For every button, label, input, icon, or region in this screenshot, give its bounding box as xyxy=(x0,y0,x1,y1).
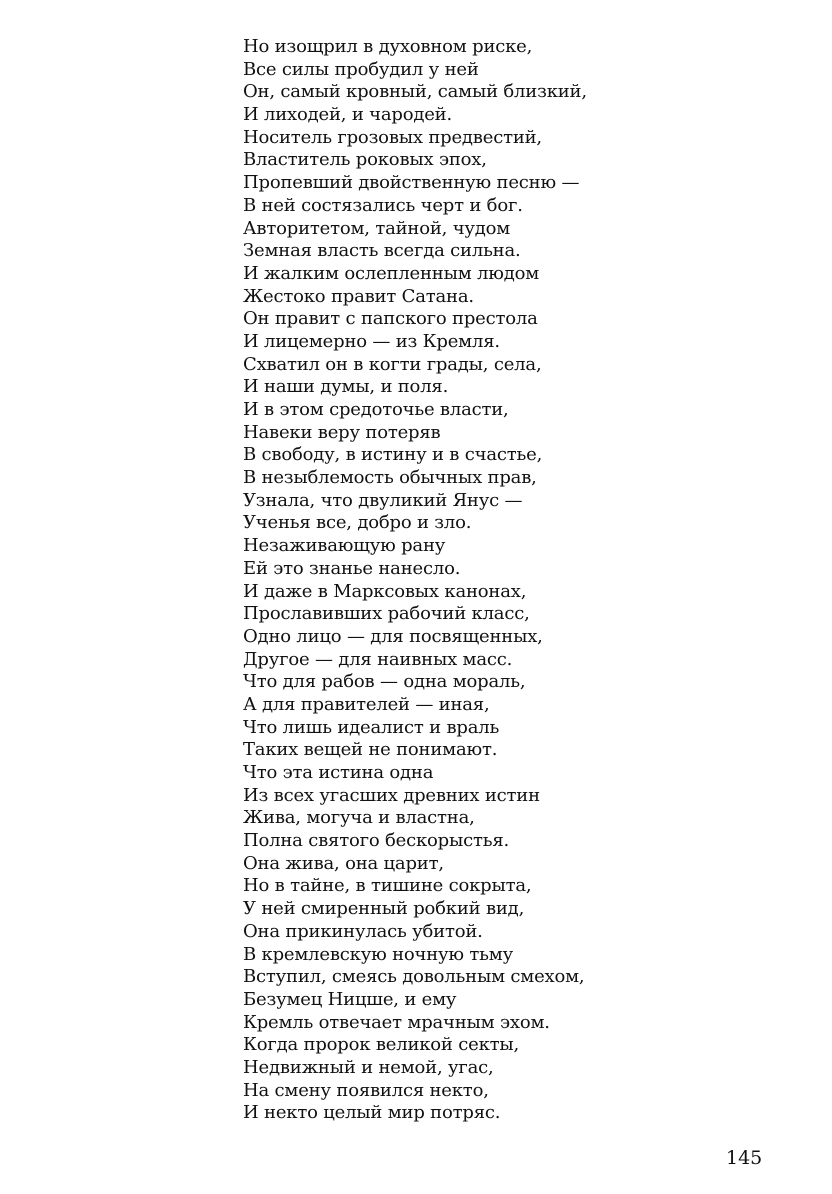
poem-line: Носитель грозовых предвестий, xyxy=(243,126,542,148)
poem-line: У ней смиренный робкий вид, xyxy=(243,898,525,920)
poem-line: В незыблемость обычных прав, xyxy=(243,467,537,489)
poem-line: Полна святого бескорыстья. xyxy=(243,830,509,852)
poem-line: Авторитетом, тайной, чудом xyxy=(243,217,511,239)
poem-line: В кремлевскую ночную тьму xyxy=(243,943,513,965)
poem-line: Он правит с папского престола xyxy=(243,308,538,330)
poem-line: Что лишь идеалист и враль xyxy=(243,716,500,738)
poem-line: Она прикинулась убитой. xyxy=(243,920,483,942)
poem-line: И жалким ослепленным людом xyxy=(243,262,540,284)
poem-line: Пропевший двойственную песню — xyxy=(243,172,580,194)
poem-line: Она жива, она царит, xyxy=(243,852,444,874)
poem-line: На смену появился некто, xyxy=(243,1079,489,1101)
poem-line: Жива, могуча и властна, xyxy=(243,807,475,829)
poem-line: Из всех угасших древних истин xyxy=(243,784,540,806)
poem-line: Недвижный и немой, угас, xyxy=(243,1056,494,1078)
poem-line: Прославивших рабочий класс, xyxy=(243,603,530,625)
poem-line: И лиходей, и чародей. xyxy=(243,104,452,126)
poem-line: А для правителей — иная, xyxy=(243,693,490,715)
poem-line: И даже в Марксовых канонах, xyxy=(243,580,527,602)
poem-line: Властитель роковых эпох, xyxy=(243,149,487,171)
poem-line: Незаживающую рану xyxy=(243,535,446,557)
poem-text xyxy=(243,36,803,1125)
poem-line: Другое — для наивных масс. xyxy=(243,648,513,670)
poem-line: Таких вещей не понимают. xyxy=(243,739,498,761)
poem-line: В ней состязались черт и бог. xyxy=(243,194,523,216)
poem-line: Он, самый кровный, самый близкий, xyxy=(243,81,587,103)
poem-line: Все силы пробудил у ней xyxy=(243,58,479,80)
poem-line: Но изощрил в духовном риске, xyxy=(243,36,533,57)
poem-line: Ей это знанье нанесло. xyxy=(243,557,461,579)
poem-line: Что для рабов — одна мораль, xyxy=(243,671,526,693)
poem-line: Узнала, что двуликий Янус — xyxy=(243,489,523,511)
poem-line: Навеки веру потеряв xyxy=(243,421,441,443)
poem-line: И в этом средоточье власти, xyxy=(243,399,509,420)
poem-line: Безумец Ницше, и ему xyxy=(243,988,457,1010)
poem-line: И наши думы, и поля. xyxy=(243,376,449,398)
poem-line: Ученья все, добро и зло. xyxy=(243,512,472,534)
poem-line: Кремль отвечает мрачным эхом. xyxy=(243,1011,550,1033)
poem-line: Когда пророк великой секты, xyxy=(243,1034,520,1056)
poem-line: Одно лицо — для посвященных, xyxy=(243,625,543,647)
poem-line: И лицемерно — из Кремля. xyxy=(243,330,500,352)
poem-line: Схватил он в когти грады, села, xyxy=(243,353,542,375)
poem-line: Вступил, смеясь довольным смехом, xyxy=(243,966,585,988)
poem-line: Земная власть всегда сильна. xyxy=(243,240,521,262)
poem-line: В свободу, в истину и в счастье, xyxy=(243,444,543,466)
poem-line: И некто целый мир потряс. xyxy=(243,1102,501,1124)
poem-line: Но в тайне, в тишине сокрыта, xyxy=(243,875,532,897)
page-number: 145 xyxy=(726,1147,763,1169)
poem-line: Что эта истина одна xyxy=(243,762,434,783)
poem-line: Жестоко правит Сатана. xyxy=(243,285,474,307)
